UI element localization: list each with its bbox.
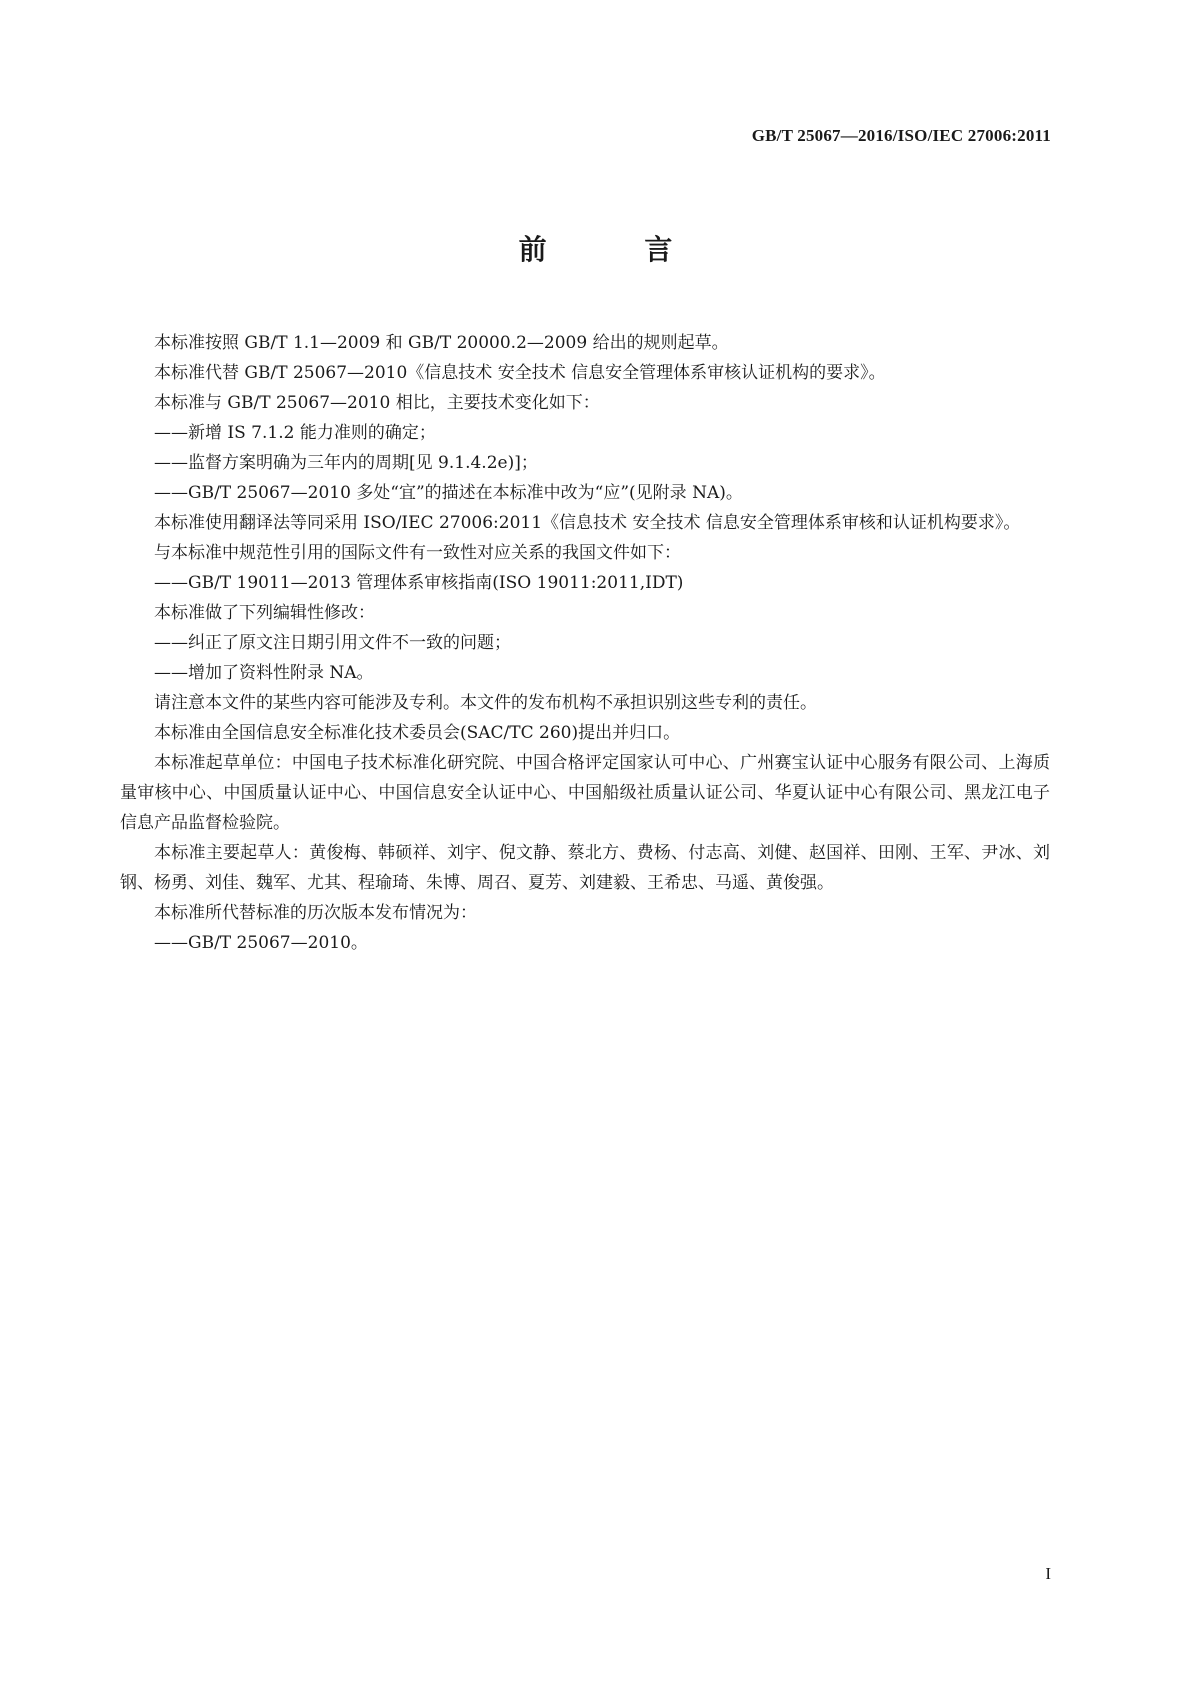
paragraph-translation-method: 本标准使用翻译法等同采用 ISO/IEC 27006:2011《信息技术 安全技术 信息安全管理体系审核和认证机构要求》。 — [154, 513, 1021, 533]
list-item-change-3: ——GB/T 25067—2010 多处“宜”的描述在本标准中改为“应”(见附录 NA)。 — [154, 483, 743, 503]
paragraph-patent-notice: 请注意本文件的某些内容可能涉及专利。本文件的发布机构不承担识别这些专利的责任。 — [154, 693, 817, 713]
paragraph-proposer: 本标准由全国信息安全标准化技术委员会(SAC/TC 260)提出并归口。 — [154, 723, 681, 743]
page-number: I — [1045, 1564, 1051, 1583]
standard-number-header: GB/T 25067—2016/ISO/IEC 27006:2011 — [751, 126, 1051, 145]
list-item-corresponding-doc: ——GB/T 19011—2013 管理体系审核指南(ISO 19011:2011,IDT) — [154, 573, 684, 593]
paragraph-corresponding-docs: 与本标准中规范性引用的国际文件有一致性对应关系的我国文件如下： — [154, 543, 681, 563]
list-item-previous-edition: ——GB/T 25067—2010。 — [154, 933, 368, 953]
paragraph-drafting-units: 本标准起草单位：中国电子技术标准化研究院、中国合格评定国家认可中心、广州赛宝认证中心服务有限公司、上海质量审核中心、中国质量认证中心、中国信息安全认证中心、中国船级社质量认证公司、华夏认证中心有限公司、黑龙江电子信息产品监督检验院。 — [120, 753, 1050, 833]
foreword-body — [120, 328, 1050, 958]
page-title: 前 言 — [518, 233, 717, 266]
list-item-change-2: ——监督方案明确为三年内的周期[见 9.1.4.2e)]； — [154, 453, 538, 473]
list-item-editorial-1: ——纠正了原文注日期引用文件不一致的问题； — [154, 633, 511, 653]
paragraph-previous-editions: 本标准所代替标准的历次版本发布情况为： — [154, 903, 477, 923]
paragraph-drafters: 本标准主要起草人：黄俊梅、韩硕祥、刘宇、倪文静、蔡北方、费杨、付志高、刘健、赵国祥、田刚、王军、尹冰、刘钢、杨勇、刘佳、魏军、尤其、程瑜琦、朱博、周召、夏芳、刘建毅、王希忠、马遥、黄俊强。 — [120, 843, 1050, 893]
paragraph-replaces-standard: 本标准代替 GB/T 25067—2010《信息技术 安全技术 信息安全管理体系审核认证机构的要求》。 — [154, 363, 886, 383]
paragraph-drafting-rules: 本标准按照 GB/T 1.1—2009 和 GB/T 20000.2—2009 给出的规则起草。 — [154, 333, 729, 353]
paragraph-editorial-changes: 本标准做了下列编辑性修改： — [154, 603, 375, 623]
list-item-editorial-2: ——增加了资料性附录 NA。 — [154, 663, 374, 683]
paragraph-changes-intro: 本标准与 GB/T 25067—2010 相比，主要技术变化如下： — [154, 393, 600, 413]
list-item-change-1: ——新增 IS 7.1.2 能力准则的确定； — [154, 423, 436, 443]
